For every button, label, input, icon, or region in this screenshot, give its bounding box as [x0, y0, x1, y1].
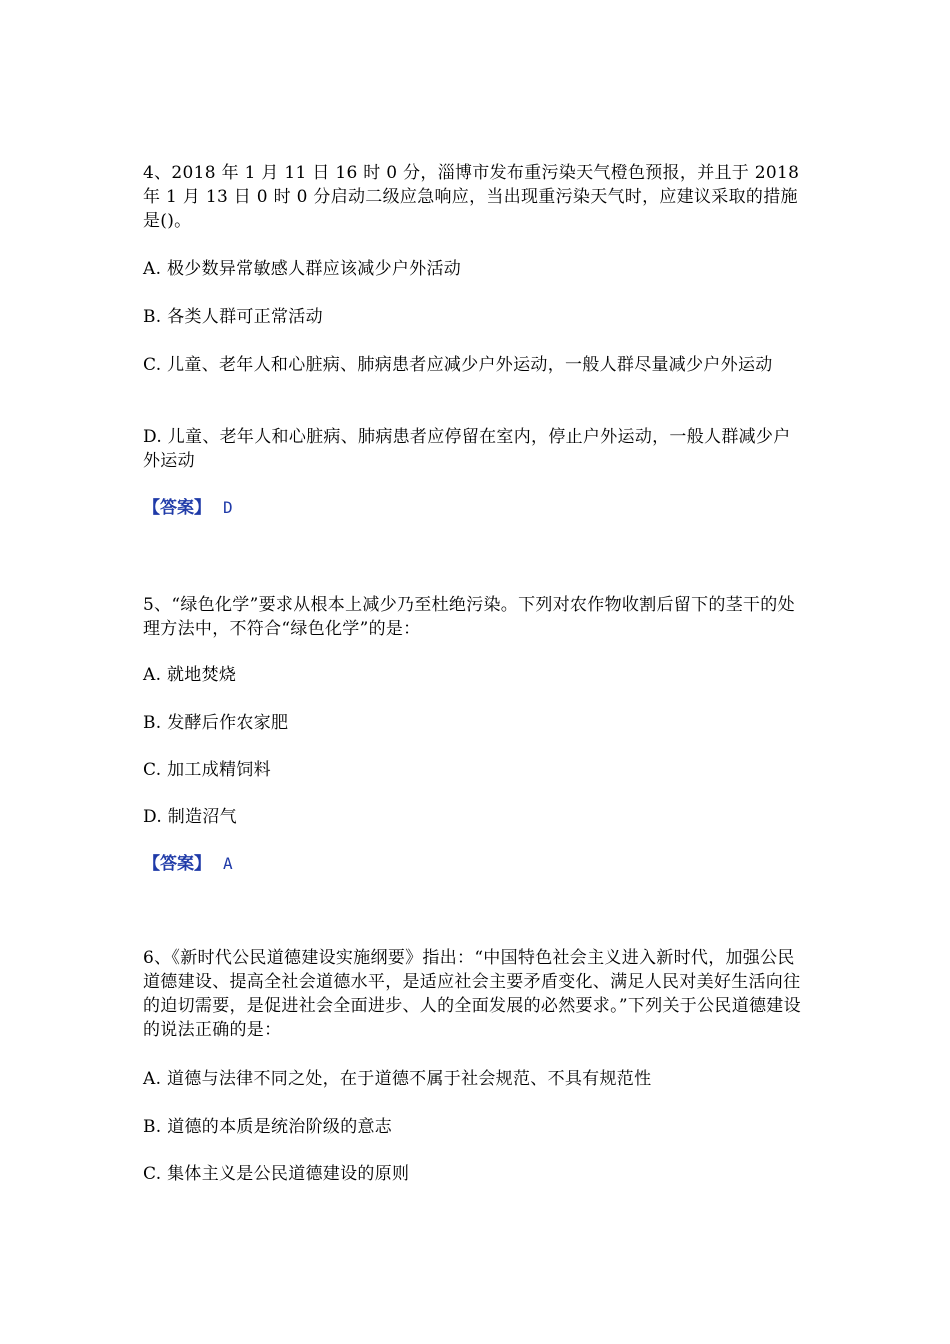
question-4-option-d: D. 儿童、老年人和心脏病、肺病患者应停留在室内，停止户外运动，一般人群减少户外运动	[143, 427, 791, 471]
question-5	[143, 593, 803, 874]
question-6-option-c: C. 集体主义是公民道德建设的原则	[143, 1164, 410, 1184]
question-4	[143, 161, 803, 518]
question-6-option-a: A. 道德与法律不同之处，在于道德不属于社会规范、不具有规范性	[143, 1069, 652, 1089]
answer-value: A	[223, 854, 233, 873]
question-5-option-a: A. 就地焚烧	[143, 665, 237, 685]
answer-label: 【答案】	[143, 854, 211, 874]
question-4-option-c: C. 儿童、老年人和心脏病、肺病患者应减少户外运动，一般人群尽量减少户外运动	[143, 355, 773, 375]
question-5-stem: 5、“绿色化学”要求从根本上减少乃至杜绝污染。下列对农作物收割后留下的茎干的处理方法中，不符合“绿色化学”的是：	[143, 595, 795, 639]
question-4-answer	[143, 496, 233, 520]
question-5-answer	[143, 852, 233, 876]
question-6-stem: 6、《新时代公民道德建设实施纲要》指出：“中国特色社会主义进入新时代，加强公民道德建设、提高全社会道德水平，是适应社会主要矛盾变化、满足人民对美好生活向往的迫切需要，是促进社会全面进步、人的全面发展的必然要求。”下列关于公民道德建设的说法正确的是：	[143, 948, 801, 1040]
question-4-option-b: B. 各类人群可正常活动	[143, 307, 323, 327]
question-6	[143, 946, 803, 1184]
question-4-stem: 4、2018 年 1 月 11 日 16 时 0 分，淄博市发布重污染天气橙色预报，并且于 2018 年 1 月 13 日 0 时 0 分启动二级应急响应，当出现重污染天气时，应建议采取的措施是()。	[143, 163, 800, 231]
question-4-option-a: A. 极少数异常敏感人群应该减少户外活动	[143, 259, 462, 279]
question-6-option-b: B. 道德的本质是统治阶级的意志	[143, 1117, 393, 1137]
answer-label: 【答案】	[143, 498, 211, 518]
question-5-option-c: C. 加工成精饲料	[143, 760, 271, 780]
question-5-option-b: B. 发酵后作农家肥	[143, 713, 289, 733]
answer-value: D	[223, 498, 233, 517]
question-5-option-d: D. 制造沼气	[143, 807, 237, 827]
